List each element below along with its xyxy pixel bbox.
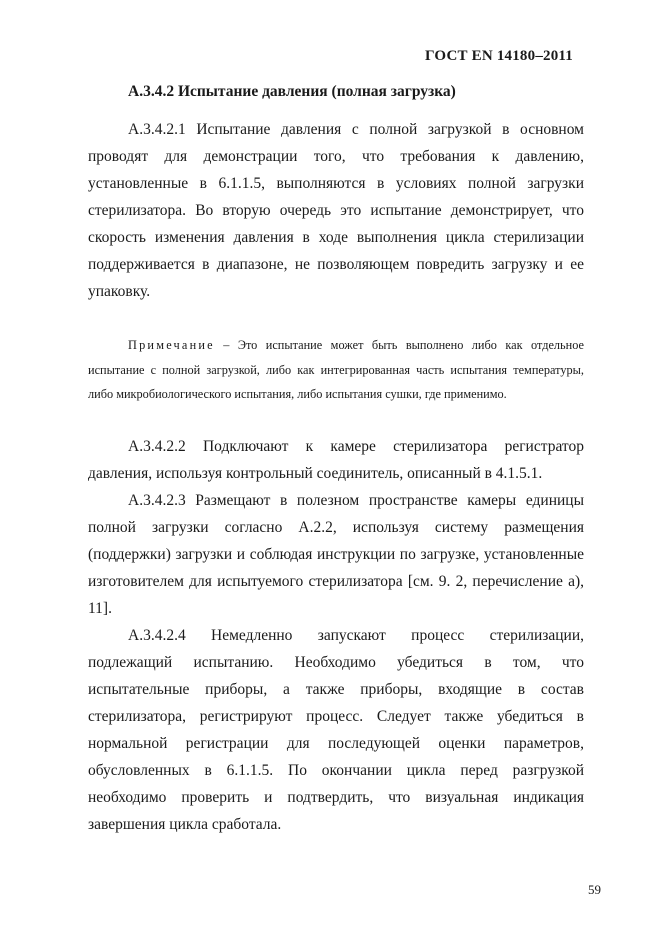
page-content: [88, 82, 584, 838]
note-block: [88, 333, 584, 407]
paragraph-a3422: А.3.4.2.2 Подключают к камере стерилизатора регистратор давления, используя контрольный соединитель, описанный в 4.1.5.1.: [88, 437, 584, 482]
note-label: Примечание: [128, 338, 215, 352]
paragraph-a3421: А.3.4.2.1 Испытание давления с полной загрузкой в основном проводят для демонстрации того, что требования к давлению, установленные в 6.1.1.5, выполняются в условиях полной загрузки стерилизатора. Во вторую очередь это испытание демонстрирует, что скорость изменения давления в ходе выполнения цикла стерилизации поддерживается в диапазоне, не позволяющем повредить загрузку и ее упаковку.: [88, 121, 584, 300]
standard-header: ГОСТ EN 14180–2011: [425, 48, 573, 64]
note-text: – Это испытание может быть выполнено либо как отдельное испытание с полной загрузкой, либо как интегрированная часть испытания температуры, либо микробиологического испытания, либо испытания сушки, где применимо.: [88, 338, 584, 401]
paragraph-a3423: А.3.4.2.3 Размещают в полезном пространстве камеры единицы полной загрузки согласно А.2.2, используя систему размещения (поддержки) загрузки и соблюдая инструкции по загрузке, установленные изготовителем для испытуемого стерилизатора [см. 9. 2, перечисление а), 11].: [88, 491, 584, 617]
paragraph-a3424: А.3.4.2.4 Немедленно запускают процесс стерилизации, подлежащий испытанию. Необходимо убедиться в том, что испытательные приборы, а также приборы, входящие в состав стерилизатора, регистрируют процесс. Следует также убедиться в нормальной регистрации для последующей оценки параметров, обусловленных в 6.1.1.5. По окончании цикла перед разгрузкой необходимо проверить и подтвердить, что визуальная индикация завершения цикла сработала.: [88, 626, 584, 833]
section-heading: А.3.4.2 Испытание давления (полная загрузка): [128, 83, 456, 100]
page-number: 59: [588, 882, 601, 897]
